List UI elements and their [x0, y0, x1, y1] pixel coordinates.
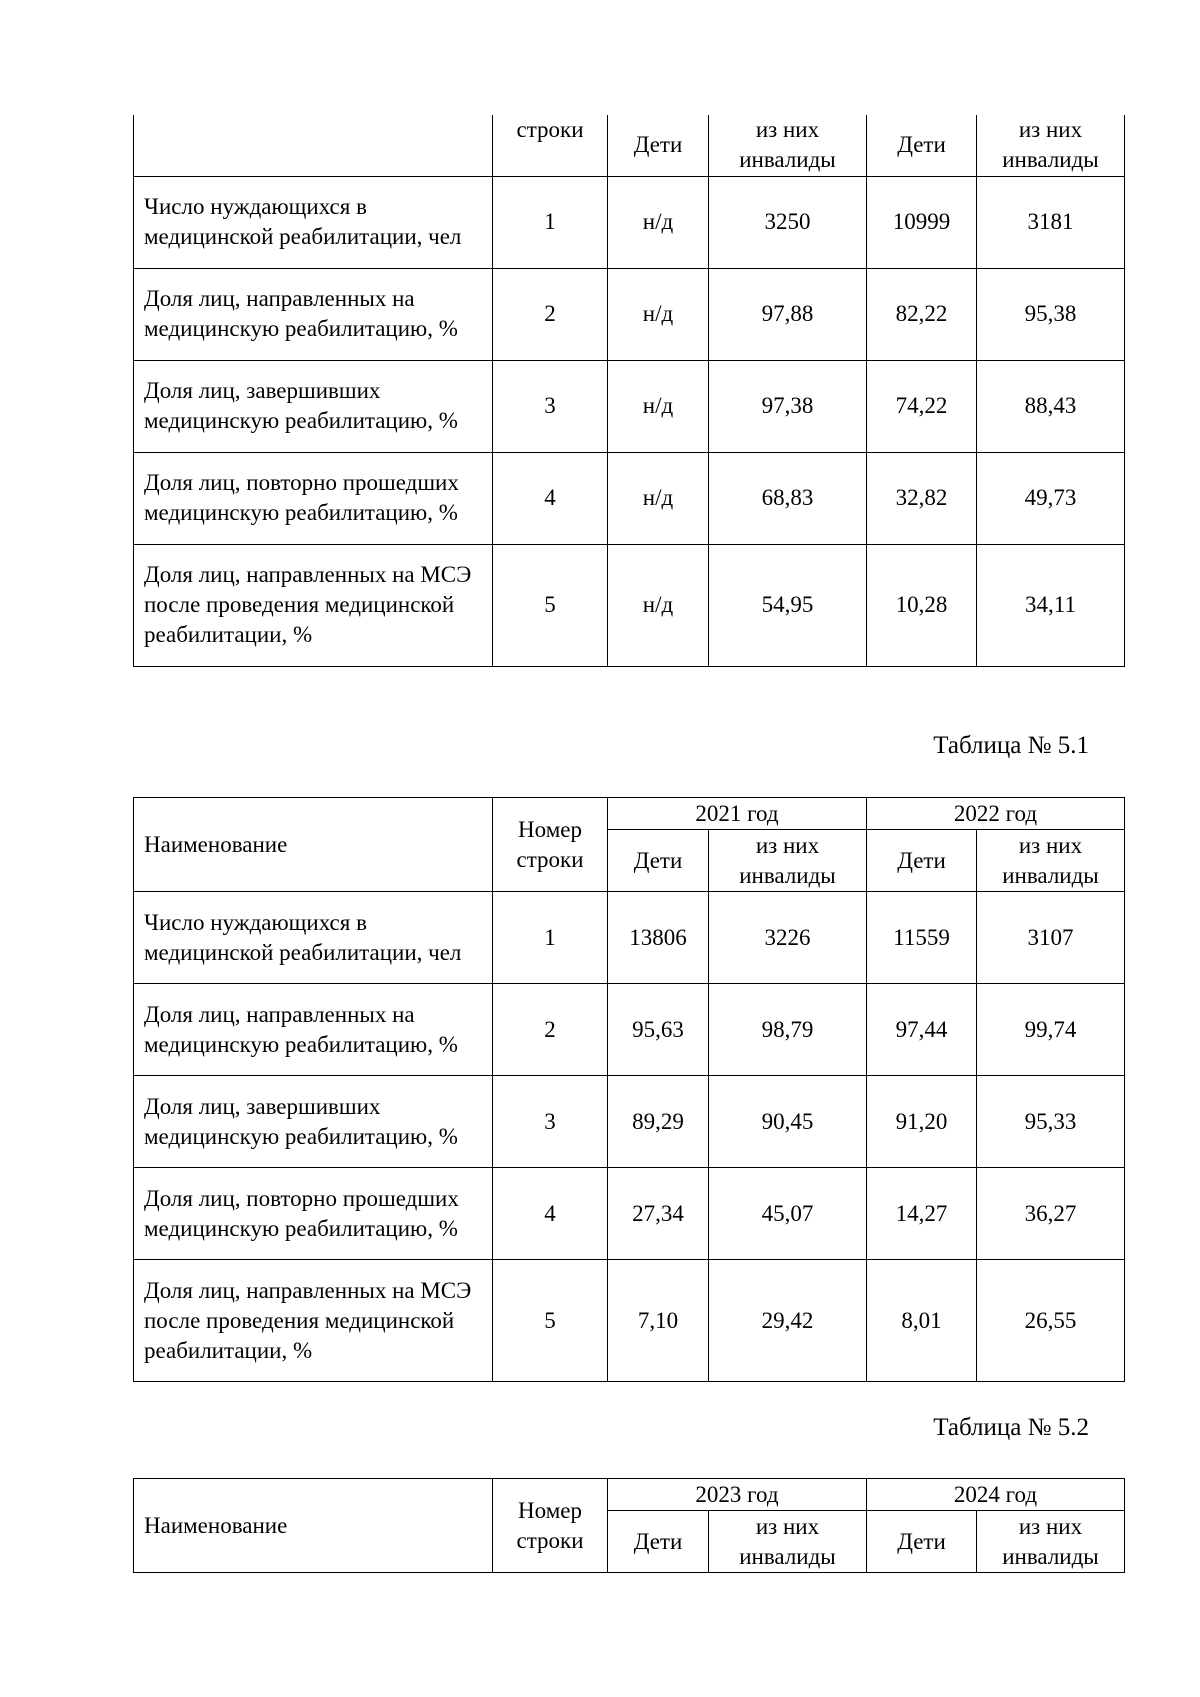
header-children: Дети	[867, 830, 977, 892]
table-header-row	[134, 798, 1125, 830]
cell-value: 89,29	[608, 1076, 709, 1168]
row-number: 1	[493, 892, 608, 984]
row-name: Доля лиц, направленных на МСЭ после проведения медицинской реабилитации, %	[134, 544, 493, 666]
table-5-2	[133, 1478, 1125, 1573]
cell-value: 3250	[709, 176, 867, 268]
header-name: Наименование	[134, 798, 493, 892]
header-disabled: из них инвалиды	[977, 1511, 1125, 1573]
header-year: 2022 год	[867, 798, 1125, 830]
table-caption: Таблица № 5.2	[933, 1414, 1089, 1441]
row-number: 2	[493, 268, 608, 360]
cell-value: н/д	[608, 360, 709, 452]
header-children: Дети	[867, 115, 977, 176]
cell-value: 36,27	[977, 1168, 1125, 1260]
header-year: 2024 год	[867, 1479, 1125, 1511]
row-name: Доля лиц, направленных на МСЭ после проведения медицинской реабилитации, %	[134, 1260, 493, 1382]
header-year: 2023 год	[608, 1479, 867, 1511]
cell-value: 98,79	[709, 984, 867, 1076]
header-row-number: строки	[493, 115, 608, 176]
cell-value: 49,73	[977, 452, 1125, 544]
cell-value: 11559	[867, 892, 977, 984]
cell-value: 14,27	[867, 1168, 977, 1260]
row-number: 5	[493, 544, 608, 666]
table-row	[134, 544, 1125, 666]
cell-value: 29,42	[709, 1260, 867, 1382]
row-number: 3	[493, 1076, 608, 1168]
cell-value: 74,22	[867, 360, 977, 452]
table-header-row	[134, 115, 1125, 176]
table-row	[134, 176, 1125, 268]
header-row-number: Номер строки	[493, 798, 608, 892]
row-name: Доля лиц, завершивших медицинскую реабилитацию, %	[134, 360, 493, 452]
row-name: Доля лиц, завершивших медицинскую реабилитацию, %	[134, 1076, 493, 1168]
header-disabled: из них инвалиды	[709, 115, 867, 176]
table-row	[134, 268, 1125, 360]
table-row	[134, 452, 1125, 544]
header-disabled: из них инвалиды	[977, 830, 1125, 892]
header-row-number: Номер строки	[493, 1479, 608, 1573]
cell-value: 68,83	[709, 452, 867, 544]
cell-value: 88,43	[977, 360, 1125, 452]
header-disabled: из них инвалиды	[977, 115, 1125, 176]
cell-value: 97,88	[709, 268, 867, 360]
row-number: 1	[493, 176, 608, 268]
cell-value: н/д	[608, 544, 709, 666]
table-row	[134, 360, 1125, 452]
cell-value: 97,38	[709, 360, 867, 452]
row-name: Доля лиц, повторно прошедших медицинскую реабилитацию, %	[134, 1168, 493, 1260]
cell-value: н/д	[608, 452, 709, 544]
cell-value: 13806	[608, 892, 709, 984]
row-name: Доля лиц, повторно прошедших медицинскую реабилитацию, %	[134, 452, 493, 544]
cell-value: 7,10	[608, 1260, 709, 1382]
cell-value: н/д	[608, 176, 709, 268]
table-row	[134, 1168, 1125, 1260]
cell-value: 10999	[867, 176, 977, 268]
header-name: Наименование	[134, 1479, 493, 1573]
table-row	[134, 1260, 1125, 1382]
header-children: Дети	[608, 115, 709, 176]
header-children: Дети	[867, 1511, 977, 1573]
cell-value: 95,38	[977, 268, 1125, 360]
header-name	[134, 115, 493, 176]
header-children: Дети	[608, 1511, 709, 1573]
cell-value: 95,63	[608, 984, 709, 1076]
row-number: 5	[493, 1260, 608, 1382]
row-number: 2	[493, 984, 608, 1076]
row-name: Число нуждающихся в медицинской реабилитации, чел	[134, 176, 493, 268]
row-name: Доля лиц, направленных на медицинскую реабилитацию, %	[134, 984, 493, 1076]
row-number: 4	[493, 452, 608, 544]
row-number: 3	[493, 360, 608, 452]
table-5-1	[133, 797, 1125, 1382]
table-row	[134, 984, 1125, 1076]
cell-value: 27,34	[608, 1168, 709, 1260]
cell-value: 97,44	[867, 984, 977, 1076]
cell-value: 3181	[977, 176, 1125, 268]
cell-value: 45,07	[709, 1168, 867, 1260]
table-row	[134, 1076, 1125, 1168]
cell-value: 91,20	[867, 1076, 977, 1168]
cell-value: 10,28	[867, 544, 977, 666]
row-name: Доля лиц, направленных на медицинскую реабилитацию, %	[134, 268, 493, 360]
cell-value: 82,22	[867, 268, 977, 360]
header-disabled: из них инвалиды	[709, 830, 867, 892]
cell-value: 3107	[977, 892, 1125, 984]
table-caption: Таблица № 5.1	[933, 732, 1089, 759]
header-children: Дети	[608, 830, 709, 892]
cell-value: 34,11	[977, 544, 1125, 666]
cell-value: 54,95	[709, 544, 867, 666]
header-disabled: из них инвалиды	[709, 1511, 867, 1573]
table-header-row	[134, 1479, 1125, 1511]
table-row	[134, 892, 1125, 984]
cell-value: 90,45	[709, 1076, 867, 1168]
row-number: 4	[493, 1168, 608, 1260]
cell-value: 26,55	[977, 1260, 1125, 1382]
cell-value: 95,33	[977, 1076, 1125, 1168]
cell-value: 8,01	[867, 1260, 977, 1382]
table-continued	[133, 115, 1125, 667]
cell-value: 32,82	[867, 452, 977, 544]
cell-value: 99,74	[977, 984, 1125, 1076]
row-name: Число нуждающихся в медицинской реабилитации, чел	[134, 892, 493, 984]
header-year: 2021 год	[608, 798, 867, 830]
cell-value: 3226	[709, 892, 867, 984]
cell-value: н/д	[608, 268, 709, 360]
